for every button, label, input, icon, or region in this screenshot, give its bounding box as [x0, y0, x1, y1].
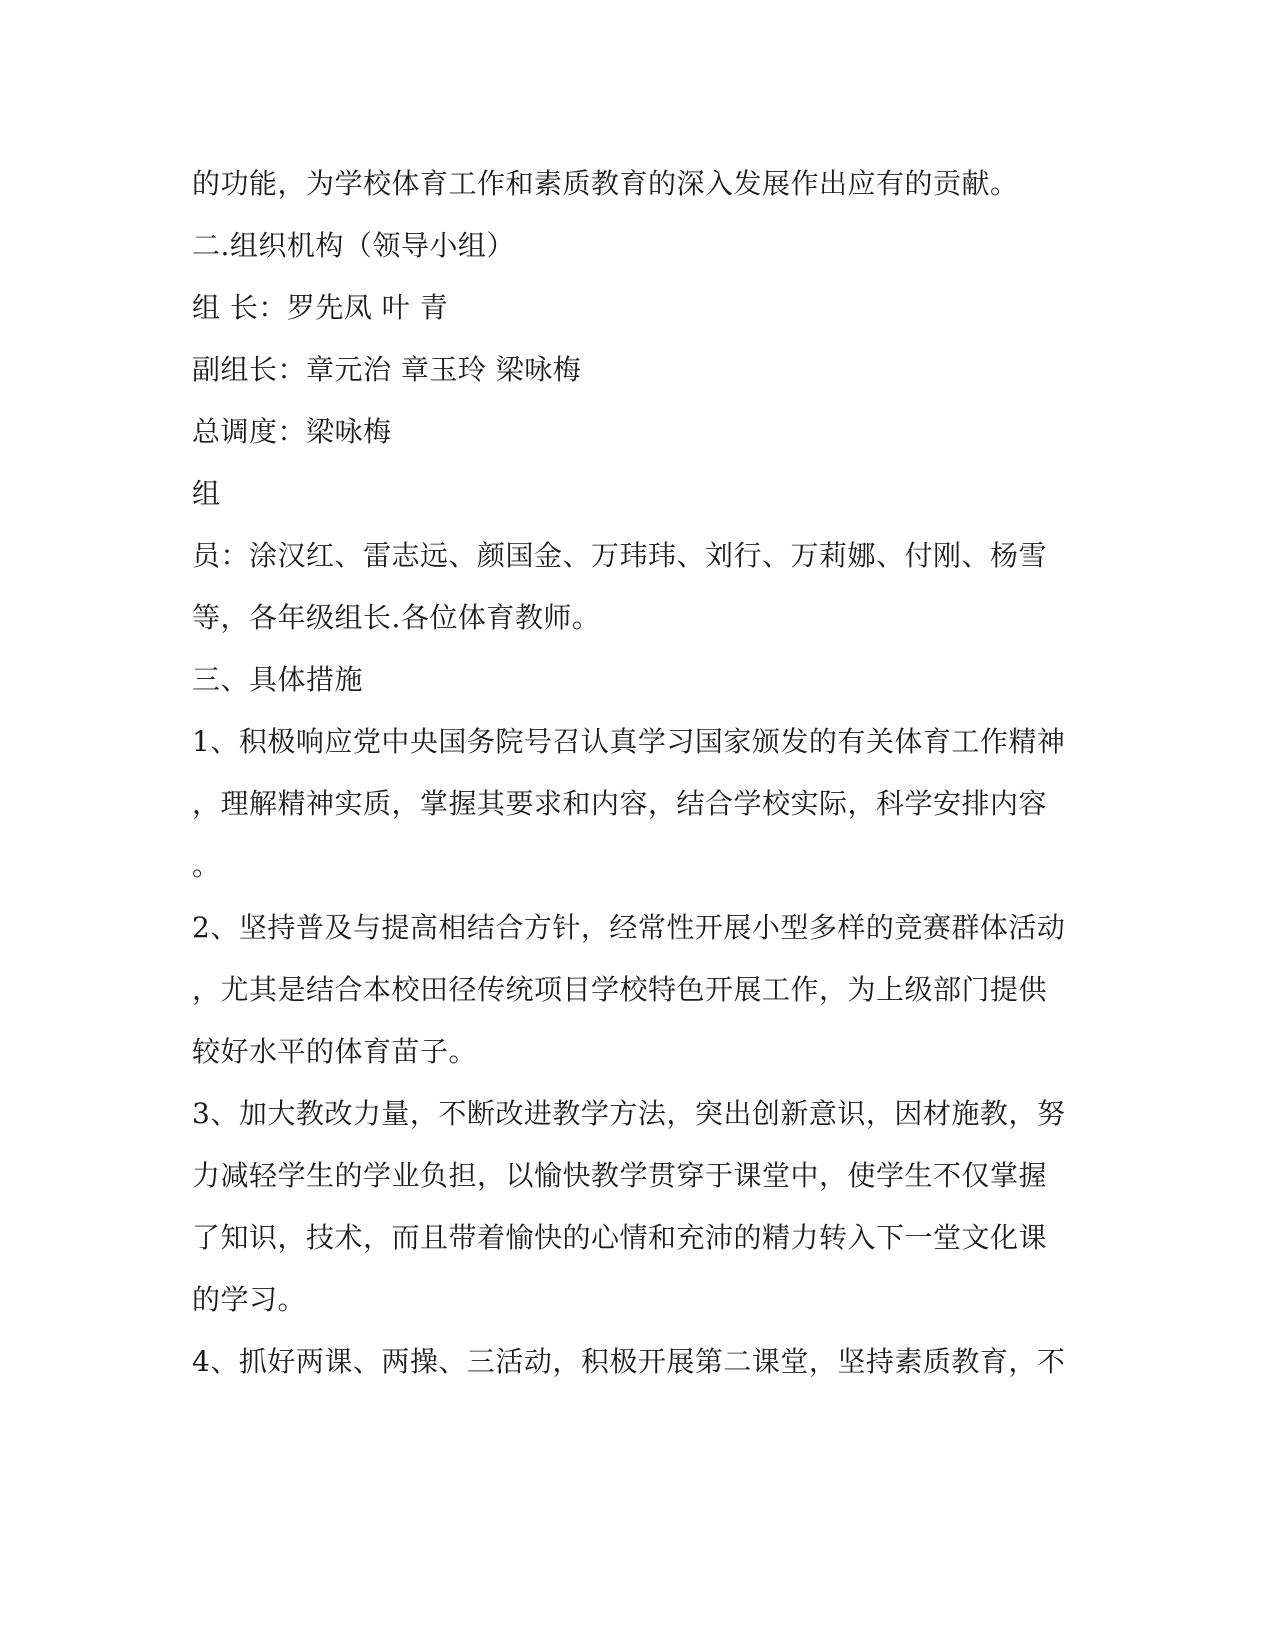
- text-line-members: 员：涂汉红、雷志远、颜国金、万玮玮、刘行、万莉娜、付刚、杨雪: [192, 539, 1048, 572]
- text-line-measure-3-cont: 力减轻学生的学业负担，以愉快教学贯穿于课堂中，使学生不仅掌握: [192, 1159, 1048, 1192]
- text-line-measure-2-end: 较好水平的体育苗子。: [192, 1035, 478, 1068]
- text-line-measure-4: 4、抓好两课、两操、三活动，积极开展第二课堂，坚持素质教育，不: [192, 1345, 1066, 1378]
- text-line-measure-3-end: 的学习。: [192, 1283, 307, 1316]
- text-line-coordinator: 总调度：梁咏梅: [192, 415, 392, 448]
- text-line-leader: 组 长：罗先凤 叶 青: [192, 291, 449, 324]
- text-line-member-label: 组: [192, 477, 221, 510]
- section-heading-measures: 三、具体措施: [192, 663, 364, 696]
- text-line-deputy-leader: 副组长：章元治 章玉玲 梁咏梅: [192, 353, 582, 386]
- section-heading-organization: 二.组织机构（领导小组）: [192, 229, 515, 262]
- text-line-measure-2: 2、坚持普及与提高相结合方针，经常性开展小型多样的竞赛群体活动: [192, 911, 1066, 944]
- text-line-measure-2-cont: ，尤其是结合本校田径传统项目学校特色开展工作，为上级部门提供: [192, 973, 1048, 1006]
- text-line-measure-3-cont-2: 了知识，技术，而且带着愉快的心情和充沛的精力转入下一堂文化课: [192, 1221, 1048, 1254]
- text-line-1: 的功能，为学校体育工作和素质教育的深入发展作出应有的贡献。: [192, 167, 1019, 200]
- text-line-measure-3: 3、加大教改力量，不断改进教学方法，突出创新意识，因材施教，努: [192, 1097, 1066, 1130]
- text-line-measure-1-cont: ，理解精神实质，掌握其要求和内容，结合学校实际，科学安排内容: [192, 787, 1048, 820]
- text-line-members-cont: 等，各年级组长.各位体育教师。: [192, 601, 601, 634]
- text-line-measure-1-end: 。: [192, 849, 221, 882]
- text-line-measure-1: 1、积极响应党中央国务院号召认真学习国家颁发的有关体育工作精神: [192, 725, 1066, 758]
